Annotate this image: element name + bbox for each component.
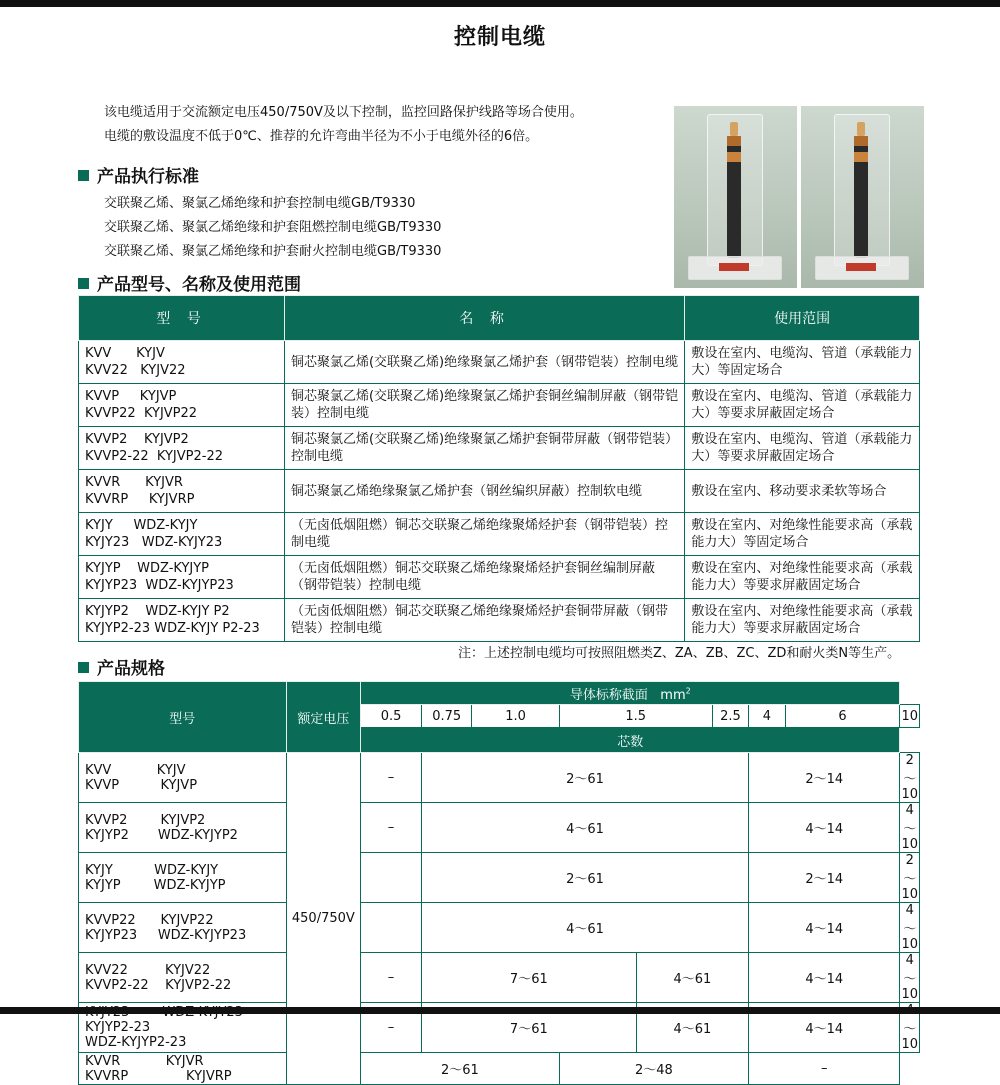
section-square-icon [78,278,89,289]
size-label: 0.5 [361,705,422,728]
model-cell: KYJYP2 WDZ-KYJY P2 KYJYP2-23 WDZ-KYJY P2-23 [79,599,285,642]
production-note: 注：上述控制电缆均可按照阻燃类Z、ZA、ZB、ZC、ZD和耐火类N等生产。 [458,646,901,661]
col-header-name: 名 称 [284,296,684,341]
model-cell: KVVP22 KYJVP22 KYJYP23 WDZ-KYJYP23 [79,903,287,953]
col-header-usage: 使用范围 [685,296,920,341]
model-cell: KYJYP WDZ-KYJYP KYJYP23 WDZ-KYJYP23 [79,556,285,599]
size-label: 1.5 [559,705,712,728]
model-cell: KYJYP2-23 WDZ-KYJYP2-23 [79,1003,287,1053]
table-row [79,470,920,513]
table-row [79,599,920,642]
usage-cell: 敷设在室内、电缆沟、管道（承载能力大）等固定场合 [685,341,920,384]
cable-sample-photo [674,106,797,288]
model-cell: KVVR KYJVR KVVRP KYJVRP [79,470,285,513]
top-border [0,0,1000,7]
section-square-icon [78,170,89,181]
model-cell: KYJY WDZ-KYJY KYJY23 WDZ-KYJY23 [79,513,285,556]
usage-cell: 敷设在室内、电缆沟、管道（承载能力大）等要求屏蔽固定场合 [685,427,920,470]
size-label: 2.5 [712,705,748,728]
size-label: 6 [785,705,900,728]
size-label: 4 [749,705,786,728]
standard-item: 交联聚乙烯、聚氯乙烯绝缘和护套耐火控制电缆GB/T9330 [104,244,442,259]
name-cell: （无卤低烟阻燃）铜芯交联聚乙烯绝缘聚烯烃护套（钢带铠装）控制电缆 [284,513,684,556]
standard-item: 交联聚乙烯、聚氯乙烯绝缘和护套控制电缆GB/T9330 [104,196,416,211]
section-specs: 产品规格 [78,654,165,679]
bottom-border [0,1007,1000,1014]
size-label: 0.75 [421,705,471,728]
model-cell: KVVP2 KYJVP2 KYJYP2 WDZ-KYJYP2 [79,803,287,853]
name-cell: 铜芯聚氯乙烯(交联聚乙烯)绝缘聚氯乙烯护套（钢带铠装）控制电缆 [284,341,684,384]
model-cell: KVV22 KYJV22 KVVP2-22 KYJVP2-22 [79,953,287,1003]
col-header-cores: 芯数 [361,728,900,753]
model-cell: KVV KYJV KVV22 KYJV22 [79,341,285,384]
spec-table [78,681,920,1085]
table-row [79,427,920,470]
name-cell: 铜芯聚氯乙烯绝缘聚氯乙烯护套（钢丝编织屏蔽）控制软电缆 [284,470,684,513]
table-row [79,341,920,384]
table-row [79,513,920,556]
section-standards: 产品执行标准 [78,162,199,187]
standard-item: 交联聚乙烯、聚氯乙烯绝缘和护套阻燃控制电缆GB/T9330 [104,220,442,235]
page-title: 控制电缆 [453,25,546,50]
table-row: KVVP22 KYJVP22 KYJYP23 WDZ-KYJYP23 4～61 4～14 4～10 [79,903,920,953]
table-row: KVV KYJV KVVP KYJVP 450/750V – 2～61 2～14 2～10 [79,753,920,803]
col-header-model: 型号 [79,682,287,753]
table-row [79,384,920,427]
col-header-section: 导体标称截面 $mm^2$ [361,682,900,705]
usage-cell: 敷设在室内、对绝缘性能要求高（承载能力大）等固定场合 [685,513,920,556]
table-row: KYJY WDZ-KYJY KYJYP WDZ-KYJYP 2～61 2～14 2～10 [79,853,920,903]
size-label: 10 [900,705,920,728]
usage-cell: 敷设在室内、对绝缘性能要求高（承载能力大）等要求屏蔽固定场合 [685,599,920,642]
name-cell: （无卤低烟阻燃）铜芯交联聚乙烯绝缘聚烯烃护套铜丝编制屏蔽（钢带铠装）控制电缆 [284,556,684,599]
intro-line-2: 电缆的敷设温度不低于0℃、推荐的允许弯曲半径为不小于电缆外径的6倍。 [104,129,539,144]
model-cell: KVVP KYJVP KVVP22 KYJVP22 [79,384,285,427]
section-models: 产品型号、名称及使用范围 [78,270,301,295]
name-cell: （无卤低烟阻燃）铜芯交联聚乙烯绝缘聚烯烃护套铜带屏蔽（钢带铠装）控制电缆 [284,599,684,642]
model-cell: KYJY WDZ-KYJY KYJYP WDZ-KYJYP [79,853,287,903]
table-row: KVVP2 KYJVP2 KYJYP2 WDZ-KYJYP2 – 4～61 4～14 4～10 [79,803,920,853]
table-row [79,556,920,599]
table-row: KVV22 KYJV22 KVVP2-22 KYJVP2-22 – 7～61 4～61 4～14 4～10 [79,953,920,1003]
section-square-icon [78,662,89,673]
model-cell: KVVP2 KYJVP2 KVVP2-22 KYJVP2-22 [79,427,285,470]
table-row: KVVR KYJVR KVVRP KYJVRP 2～61 2～48 – [79,1053,920,1085]
name-cell: 铜芯聚氯乙烯(交联聚乙烯)绝缘聚氯乙烯护套铜带屏蔽（钢带铠装）控制电缆 [284,427,684,470]
table-row: KYJYP2-23 WDZ-KYJYP2-23 – 7～61 4～61 4～14 ～10 [79,1003,920,1053]
intro-line-1: 该电缆适用于交流额定电压450/750V及以下控制，监控回路保护线路等场合使用。 [104,105,583,120]
models-table [78,295,920,642]
model-cell: KVVR KYJVR KVVRP KYJVRP [79,1053,287,1085]
voltage-cell: 450/750V [286,753,361,1085]
usage-cell: 敷设在室内、电缆沟、管道（承载能力大）等要求屏蔽固定场合 [685,384,920,427]
usage-cell: 敷设在室内、移动要求柔软等场合 [685,470,920,513]
model-cell: KVV KYJV KVVP KYJVP [79,753,287,803]
cable-sample-photo [801,106,924,288]
name-cell: 铜芯聚氯乙烯(交联聚乙烯)绝缘聚氯乙烯护套铜丝编制屏蔽（钢带铠装）控制电缆 [284,384,684,427]
size-label: 1.0 [472,705,559,728]
col-header-voltage: 额定电压 [286,682,361,753]
usage-cell: 敷设在室内、对绝缘性能要求高（承载能力大）等要求屏蔽固定场合 [685,556,920,599]
col-header-model: 型 号 [79,296,285,341]
